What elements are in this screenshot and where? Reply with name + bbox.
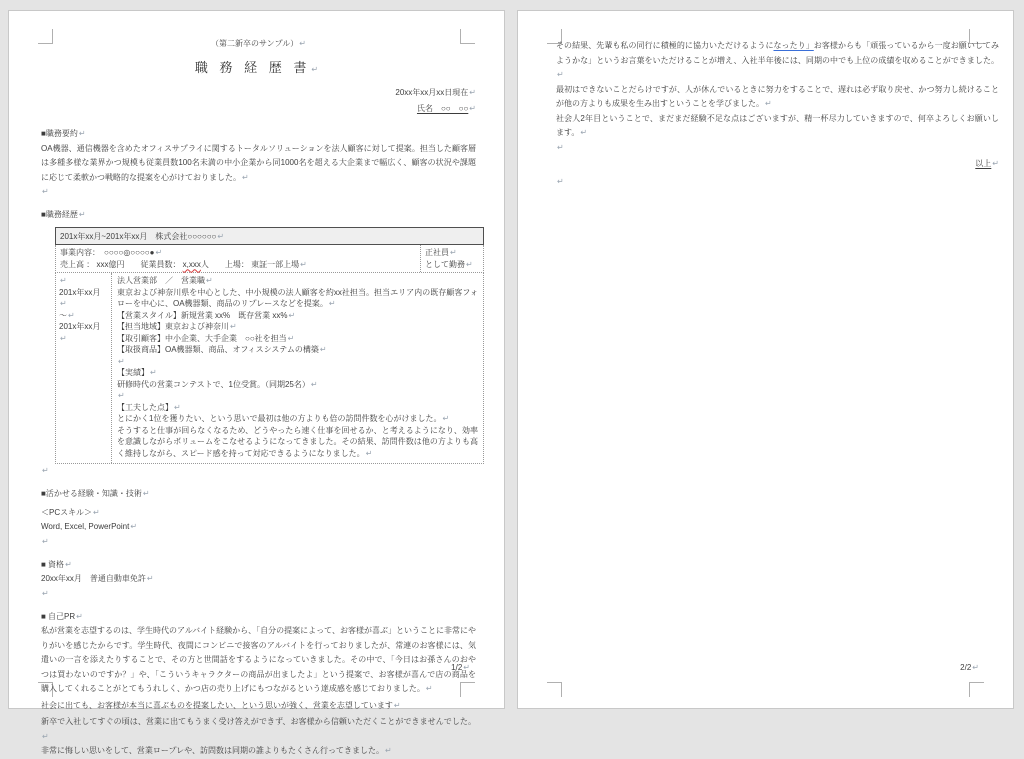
job-detail-cell <box>112 273 483 463</box>
return-mark-icon: ↵ <box>319 345 327 354</box>
blank-line <box>41 464 476 476</box>
detail-line <box>117 310 478 322</box>
sales-line <box>60 259 416 271</box>
table-row-company-info <box>55 245 484 273</box>
period-text: 201x年xx月 <box>59 322 101 331</box>
return-mark-icon: ↵ <box>217 231 225 241</box>
spellcheck-flagged-text: x,xxx <box>182 259 201 269</box>
return-mark-icon: ↵ <box>42 466 49 475</box>
period-line <box>59 310 108 322</box>
detail-text: 【取扱商品】OA機器類、商品、オフィスシステムの構築 <box>117 345 319 354</box>
business-text: 事業内容： ○○○○◎○○○○● <box>60 248 155 257</box>
employment-text: として勤務 <box>425 259 465 269</box>
pc-skill-label <box>41 506 476 521</box>
return-mark-icon: ↵ <box>42 536 49 546</box>
skills-heading <box>41 487 476 502</box>
period-cell <box>56 273 112 463</box>
return-mark-icon: ↵ <box>311 64 323 74</box>
document-title <box>41 61 476 78</box>
detail-text: 東京および神奈川県を中心とした、中小規模の法人顧客を約xx社担当。担当エリア内の既存顧客フォローを中心に、OA機器類、商品のリプレースなどを提案。 <box>117 287 478 308</box>
pr-heading-text: ■ 自己PR <box>41 611 76 621</box>
result-text: 最初はできないことだらけですが、人が休んでいるときに努力をすることで、遅れは必ず取り戻せ、かつ努力し続けることが他の方よりも成果を生み出すということを学びました。 <box>556 84 999 108</box>
license-heading-text: ■ 資格 <box>41 559 65 569</box>
return-mark-icon: ↵ <box>310 379 318 389</box>
return-mark-icon: ↵ <box>60 299 67 308</box>
employment-line <box>425 259 479 271</box>
page-number-text: 1/2 <box>451 663 463 672</box>
name-text: 氏名 ○○ ○○ <box>416 103 469 113</box>
return-mark-icon: ↵ <box>130 522 138 531</box>
pr-text: 私が営業を志望するのは、学生時代のアルバイト経験から、「自分の提案によって、お客様が喜ぶ」ということに非常にやりがいを感じたからです。学生時代、夜間にコンビニで接客のアルバイトを行っておりましたが、常連のお客様には、気遣いの一言を添えたりすることで、その方と世間話をするようになっていきました。その中で、「今日はお孫さんのおやつは買わないのですか？」や、「こういうキャラクターの商品が出ましたよ」という提案で、お客様が喜んで店の商品を購入してくれることがとてもうれしく、かつ店の売り上げにもつながるという達成感を感じておりました。 <box>41 626 476 693</box>
page-number-text: 2/2 <box>960 663 972 672</box>
summary-heading-text: ■職務要約 <box>41 129 78 138</box>
period-text: 201x年xx月 <box>59 287 101 297</box>
closing-text: 以上 <box>975 158 992 168</box>
current-date-line <box>41 86 476 101</box>
return-mark-icon: ↵ <box>328 299 336 308</box>
return-mark-icon: ↵ <box>580 128 588 137</box>
return-mark-icon: ↵ <box>765 99 772 108</box>
return-mark-icon: ↵ <box>463 663 470 672</box>
return-mark-icon: ↵ <box>557 142 564 152</box>
detail-line <box>117 333 478 345</box>
history-heading <box>41 208 476 223</box>
summary-text: OA機器、通信機器を含めたオフィスサプライに関するトータルソリューションを法人顧客に対して提案。担当した顧客層は多種多様な業界かつ規模も従業員数100名未満の中小企業から同1000名を超える大企業まで幅広く、顧客の状況や課題に応じて柔軟かつ戦略的な提案を心がけておりました。 <box>41 143 476 182</box>
return-mark-icon: ↵ <box>365 448 373 458</box>
pr-text: 新卒で入社してすぐの頃は、営業に出てもうまく受け答えができず、お客様から信頼いただくことができませんでした。 <box>41 717 476 726</box>
sales-post-text: 人 上場： 東証一部上場 <box>200 259 300 269</box>
return-mark-icon: ↵ <box>393 700 401 710</box>
return-mark-icon: ↵ <box>450 248 457 257</box>
employment-type-cell <box>421 245 483 272</box>
return-mark-icon: ↵ <box>557 70 564 79</box>
license-text: 20xx年xx月 普通自動車免許 <box>41 574 146 583</box>
detail-line <box>117 321 478 333</box>
period-line <box>59 287 108 310</box>
detail-text: 【取引顧客】中小企業、大手企業 ○○社を担当 <box>117 333 287 343</box>
document-page-2 <box>517 10 1014 709</box>
blank-line <box>41 535 476 547</box>
pr-paragraph-4 <box>41 744 476 759</box>
closing-line <box>556 157 999 172</box>
return-mark-icon: ↵ <box>442 414 450 423</box>
return-mark-icon: ↵ <box>174 402 181 412</box>
return-mark-icon: ↵ <box>287 333 295 343</box>
return-mark-icon: ↵ <box>42 731 49 741</box>
return-mark-icon: ↵ <box>150 368 157 377</box>
pr-paragraph-3 <box>41 715 476 744</box>
pc-skills-text: Word, Excel, PowerPoint <box>41 522 130 531</box>
return-mark-icon: ↵ <box>78 210 86 219</box>
work-history-table <box>55 227 484 465</box>
return-mark-icon: ↵ <box>469 103 476 113</box>
pr-text: 社会に出ても、お客様が本当に喜ぶものを提案したい、という思いが強く、営業を志望しています <box>41 700 393 710</box>
detail-line <box>117 275 478 287</box>
return-mark-icon: ↵ <box>60 333 67 343</box>
return-mark-icon: ↵ <box>78 129 86 138</box>
employment-text: 正社員 <box>425 248 449 257</box>
return-mark-icon: ↵ <box>384 746 392 755</box>
page1-content <box>9 37 504 759</box>
detail-text: 【工夫した点】 <box>117 402 173 412</box>
detail-text: 法人営業部 ／ 営業職 <box>117 276 205 285</box>
employment-line <box>425 247 479 259</box>
detail-line <box>117 287 478 310</box>
return-mark-icon: ↵ <box>557 177 564 186</box>
detail-line <box>117 402 478 414</box>
sales-pre-text: 売上高 ： xxx億円 従業員数： <box>60 259 183 269</box>
result-text: 社会人2年目ということで、まだまだ経験不足な点はございますが、精一杯尽力していきますので、何卒よろしくお願いします。 <box>556 113 999 137</box>
summary-heading <box>41 127 476 142</box>
return-mark-icon: ↵ <box>206 276 213 285</box>
return-mark-icon: ↵ <box>118 391 125 400</box>
return-mark-icon: ↵ <box>142 489 150 498</box>
company-info-cell <box>56 245 421 272</box>
period-line <box>59 275 108 287</box>
document-page-1 <box>8 10 505 755</box>
period-text: ～ <box>59 310 67 320</box>
return-mark-icon: ↵ <box>242 172 249 182</box>
return-mark-icon: ↵ <box>146 574 154 583</box>
result-paragraph-2 <box>556 83 999 112</box>
blank-line <box>556 141 999 153</box>
detail-line <box>117 390 478 402</box>
return-mark-icon: ↵ <box>425 684 433 693</box>
history-heading-text: ■職務経歴 <box>41 210 78 219</box>
pc-skills-line <box>41 520 476 535</box>
return-mark-icon: ↵ <box>469 88 476 97</box>
detail-line <box>117 367 478 379</box>
skills-heading-text: ■活かせる経験・知識・技術 <box>41 489 142 498</box>
blank-line <box>556 175 999 187</box>
period-company-text: 201x年xx月~201x年xx月 株式会社○○○○○○ <box>60 231 217 241</box>
pr-paragraph-2 <box>41 699 476 714</box>
result-text: その結果、先輩も私の同行に積極的に協力いただけるように <box>556 41 774 50</box>
pr-heading <box>41 610 476 625</box>
return-mark-icon: ↵ <box>68 310 75 320</box>
return-mark-icon: ↵ <box>76 611 83 621</box>
grammarcheck-flagged-text: なったり」 <box>773 41 814 50</box>
result-paragraph-1 <box>556 39 999 83</box>
name-line <box>41 102 476 117</box>
detail-line <box>117 356 478 368</box>
detail-line <box>117 413 478 425</box>
summary-paragraph <box>41 142 476 186</box>
subtitle-text: （第二新卒のサンプル） <box>211 39 299 48</box>
detail-text: とにかく1位を獲りたい、という思いで最初は他の方よりも倍の訪問件数を心がけました。 <box>117 414 442 423</box>
detail-text: そうすると仕事が回らなくなるため、どうやったら速く仕事を回せるか、と考えるようになり、効率を意識しながらボリュームをこなせるようになってきました。その結果、訪問件数は他の方よりも高く維持しながら、スピード感を持って対応できるようになりました。 <box>117 425 478 458</box>
current-date-text: 20xx年xx月xx日現在 <box>395 88 469 97</box>
detail-line <box>117 425 478 460</box>
return-mark-icon: ↵ <box>299 39 306 48</box>
return-mark-icon: ↵ <box>65 559 72 569</box>
detail-line <box>117 344 478 356</box>
crop-mark-icon <box>969 682 984 697</box>
detail-line <box>117 379 478 391</box>
return-mark-icon: ↵ <box>288 310 296 320</box>
license-heading <box>41 558 476 573</box>
detail-text: 【営業スタイル】新規営業 xx% 既存営業 xx% <box>117 310 288 320</box>
return-mark-icon: ↵ <box>42 187 49 196</box>
return-mark-icon: ↵ <box>155 248 163 257</box>
pc-skill-label-text: ＜PCスキル＞ <box>41 507 93 517</box>
return-mark-icon: ↵ <box>992 158 999 168</box>
detail-text: 研修時代の営業コンテストで、1位受賞。（同期25名） <box>117 379 310 389</box>
pr-paragraph-1 <box>41 624 476 697</box>
result-paragraph-3 <box>556 112 999 141</box>
blank-line <box>41 185 476 197</box>
return-mark-icon: ↵ <box>118 356 125 366</box>
page-number-1 <box>451 663 470 672</box>
return-mark-icon: ↵ <box>230 322 237 331</box>
return-mark-icon: ↵ <box>972 663 979 672</box>
pr-text: 非常に悔しい思いをして、営業ロープレや、訪問数は同期の誰よりもたくさん行ってきました。 <box>41 746 384 755</box>
return-mark-icon: ↵ <box>300 259 307 269</box>
table-row-period-company <box>55 227 484 246</box>
detail-text: 【実績】 <box>117 368 149 377</box>
return-mark-icon: ↵ <box>466 259 473 269</box>
page-number-2 <box>960 663 979 672</box>
return-mark-icon: ↵ <box>42 588 49 598</box>
title-text: 職 務 経 歴 書 <box>194 59 311 75</box>
crop-mark-icon <box>547 682 562 697</box>
detail-text: 【担当地域】東京および神奈川 <box>117 322 229 331</box>
page2-content <box>518 11 1013 187</box>
result-text: お客様からも「頑張っているから一度お願いしてみようかな」というお言葉をいただけることが増え、入社半年後には、同期の中でも上位の成績を収めることができました。 <box>556 41 1000 65</box>
return-mark-icon: ↵ <box>93 507 100 517</box>
license-line <box>41 572 476 587</box>
business-line <box>60 247 416 259</box>
table-row-job-detail <box>55 273 484 464</box>
return-mark-icon: ↵ <box>60 276 67 285</box>
period-line <box>59 321 108 344</box>
blank-line <box>41 587 476 599</box>
document-subtitle <box>41 37 476 52</box>
